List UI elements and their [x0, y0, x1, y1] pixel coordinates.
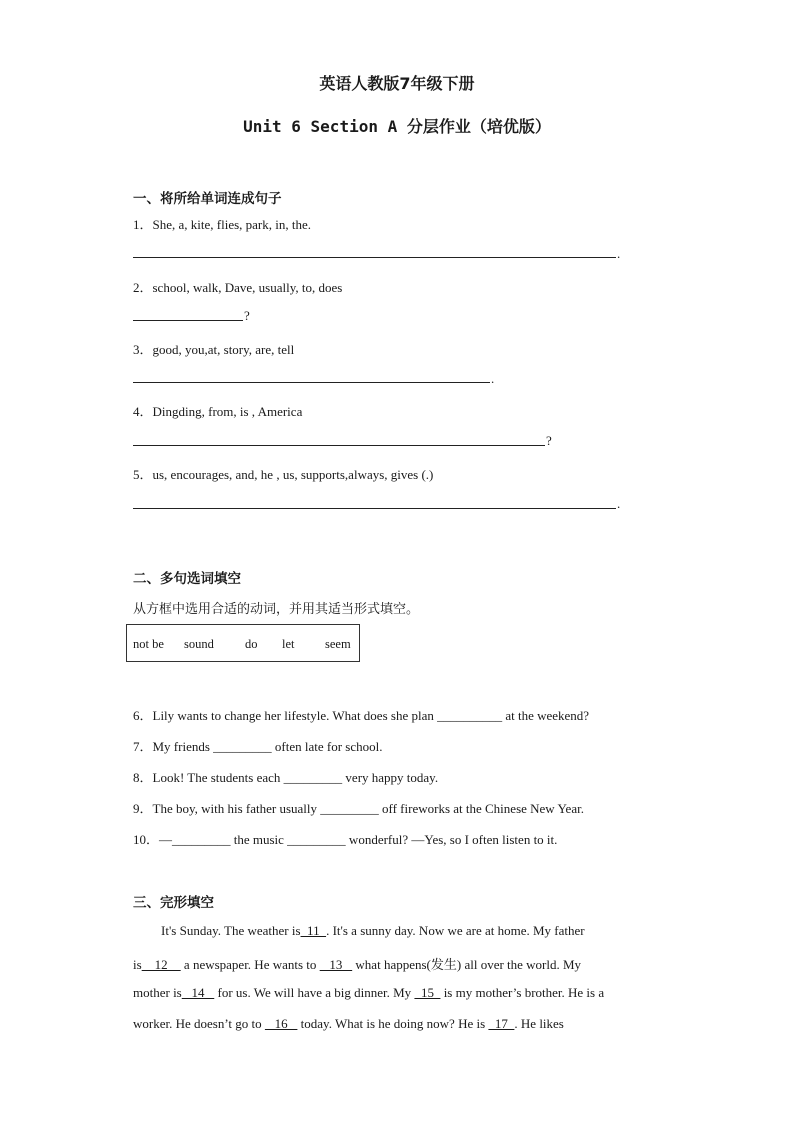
cloze-text: . He likes [514, 1016, 564, 1031]
word-option: let [282, 637, 295, 651]
answer-line-5[interactable] [133, 508, 616, 509]
page-subtitle: Unit 6 Section A 分层作业（培优版） [243, 117, 551, 136]
answer-line-1[interactable] [133, 257, 616, 258]
question-6: 6．Lily wants to change her lifestyle. What does she plan __________ at the weekend? [133, 708, 590, 723]
question-1: 1．She, a, kite, flies, park, in, the. [133, 217, 311, 232]
section2-heading: 二、多句选词填空 [133, 571, 241, 587]
question-2: 2．school, walk, Dave, usually, to, does [133, 280, 343, 295]
cloze-text: is [133, 957, 142, 972]
cloze-line-2 [133, 954, 581, 973]
cloze-text: a newspaper. He wants to [180, 957, 320, 972]
question-7: 7．My friends _________ often late for school. [133, 739, 383, 754]
section2-instruction: 从方框中选用合适的动词，并用其适当形式填空。 [133, 602, 420, 617]
answer-end-1: . [617, 246, 621, 261]
question-8: 8．Look! The students each _________ very happy today. [133, 770, 439, 785]
answer-end-2: ? [244, 308, 250, 323]
question-4: 4．Dingding, from, is , America [133, 404, 303, 419]
answer-line-4[interactable] [133, 445, 545, 446]
answer-end-4: ? [546, 433, 552, 448]
answer-line-2[interactable] [133, 320, 243, 321]
question-10: 10．—_________ the music _________ wonderful? —Yes, so I often listen to it. [133, 832, 558, 847]
section1-heading: 一、将所给单词连成句子 [133, 191, 282, 207]
cloze-text: is my mother’s brother. He is a [440, 985, 605, 1000]
question-9: 9．The boy, with his father usually _________ off fireworks at the Chinese New Year. [133, 801, 584, 816]
cloze-blank-14[interactable]: 14 [181, 985, 215, 1000]
word-option: seem [325, 637, 351, 651]
cloze-blank-12[interactable]: 12 [141, 957, 181, 972]
word-option: do [245, 637, 258, 651]
cloze-text: for us. We will have a big dinner. My [214, 985, 415, 1000]
word-option: not be [133, 637, 164, 651]
cloze-text: worker. He doesn’t go to [133, 1016, 265, 1031]
cloze-line-3 [133, 985, 604, 1001]
cloze-blank-13[interactable]: 13 [319, 957, 353, 972]
page-title: 英语人教版7年级下册 [319, 74, 475, 93]
cloze-text: mother is [133, 985, 182, 1000]
cloze-blank-16[interactable]: 16 [264, 1016, 298, 1031]
answer-line-3[interactable] [133, 382, 490, 383]
section3-heading: 三、完形填空 [133, 895, 214, 911]
cloze-blank-11[interactable]: 11 [300, 923, 327, 938]
cloze-blank-17[interactable]: 17 [488, 1016, 515, 1031]
question-5: 5．us, encourages, and, he , us, supports,always, gives (.) [133, 467, 434, 482]
word-box [126, 624, 360, 662]
word-option: sound [184, 637, 214, 651]
cloze-blank-15[interactable]: 15 [414, 985, 441, 1000]
cloze-line-1 [161, 923, 585, 939]
cloze-text: . It's a sunny day. Now we are at home. My father [326, 923, 585, 938]
cloze-text: what happens(发生) all over the world. My [352, 957, 582, 972]
cloze-line-4 [133, 1016, 564, 1032]
cloze-text: today. What is he doing now? He is [297, 1016, 489, 1031]
question-3: 3．good, you,at, story, are, tell [133, 342, 295, 357]
cloze-text: It's Sunday. The weather is [161, 923, 301, 938]
answer-end-3: . [491, 371, 495, 386]
answer-end-5: . [617, 496, 621, 511]
